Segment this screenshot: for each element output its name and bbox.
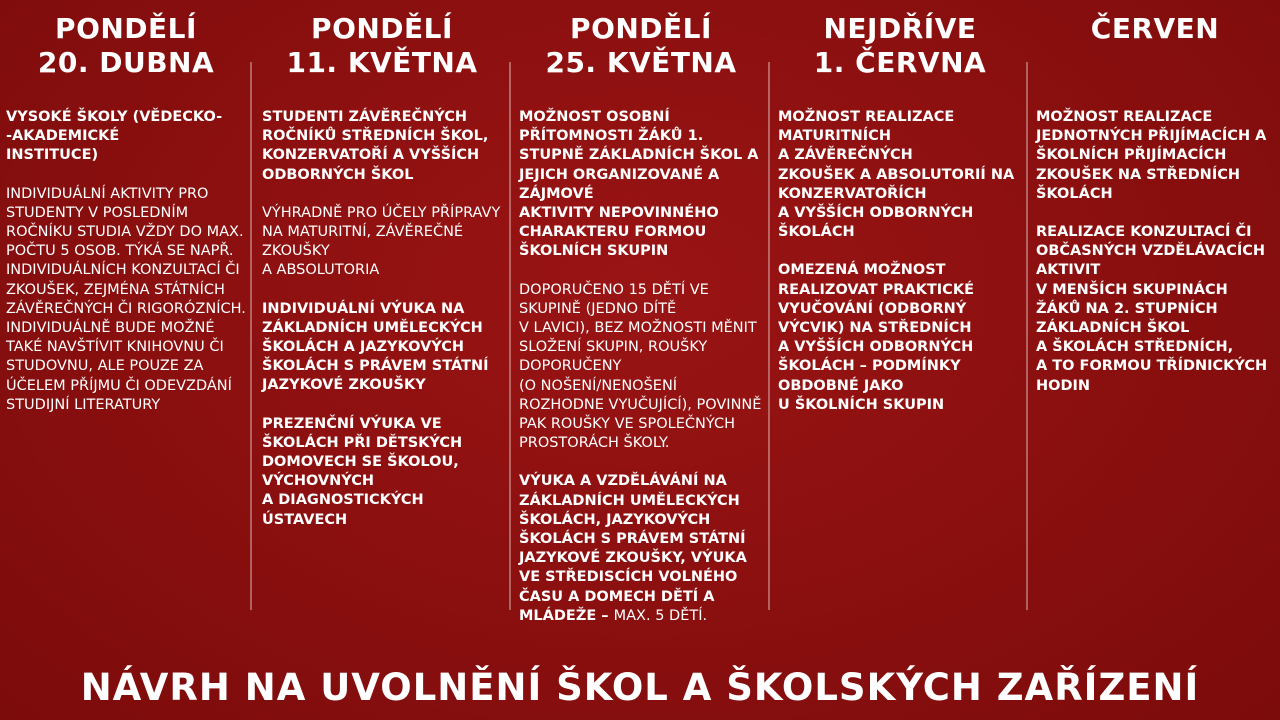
column-june-1 [772, 0, 1028, 660]
text-segment: MOŽNOST REALIZACE MATURITNÍCH A ZÁVĚREČNÝCH ZKOUŠEK A ABSOLUTORIÍ NA KONZERVATOŘÍCH A VYŠŠÍCH ODBORNÝCH ŠKOLÁCH [778, 109, 1015, 241]
text-block [6, 108, 248, 166]
column-body [778, 108, 1024, 434]
text-segment: OMEZENÁ MOŽNOST REALIZOVAT PRAKTICKÉ VYUČOVÁNÍ (ODBORNÝ VÝCVIK) NA STŘEDNÍCH A VYŠŠÍCH ODBORNÝCH ŠKOLÁCH – PODMÍNKY OBDOBNÉ JAKO U ŠKOLNÍCH SKUPIN [778, 262, 974, 413]
column-may-11 [256, 0, 508, 660]
text-segment: INDIVIDUÁLNÍ AKTIVITY PRO STUDENTY V POSLEDNÍM ROČNÍKU STUDIA VŽDY DO MAX. POČTU 5 OSOB. TÝKÁ SE NAPŘ. INDIVIDUÁLNÍCH KONZULTACÍ ČI ZKOUŠEK, ZEJMÉNA STÁTNÍCH ZÁVĚREČNÝCH ČI RIGORÓZNÍCH. INDIVIDUÁLNĚ BUDE MOŽNÉ TAKÉ NAVŠTÍVIT KNIHOVNU ČI STUDOVNU, ALE POUZE ZA ÚČELEM PŘÍJMU ČI ODEVZDÁNÍ STUDIJNÍ LITERATURY [6, 185, 246, 413]
column-body [6, 108, 248, 434]
text-segment: STUDENTI ZÁVĚREČNÝCH ROČNÍKŮ STŘEDNÍCH ŠKOL, KONZERVATOŘÍ A VYŠŠÍCH ODBORNÝCH ŠKOL [262, 109, 489, 183]
column-body [519, 108, 765, 645]
text-segment: MOŽNOST OSOBNÍ PŘÍTOMNOSTI ŽÁKŮ 1. STUPNĚ ZÁKLADNÍCH ŠKOL A JEJICH ORGANIZOVANÉ A ZÁJMOVÉ AKTIVITY NEPOVINNÉHO CHARAKTERU FORMOU ŠKOLNÍCH SKUPIN [519, 109, 759, 260]
text-block [262, 300, 504, 396]
text-segment: VÝHRADNĚ PRO ÚČELY PŘÍPRAVY NA MATURITNÍ, ZÁVĚREČNÉ ZKOUŠKY A ABSOLUTORIA [262, 204, 501, 279]
text-segment: PREZENČNÍ VÝUKA VE ŠKOLÁCH PŘI DĚTSKÝCH DOMOVECH SE ŠKOLOU, VÝCHOVNÝCH A DIAGNOSTICKÝCH ÚSTAVECH [262, 415, 463, 528]
text-segment: MAX. 5 DĚTÍ. [613, 607, 708, 624]
text-segment: INDIVIDUÁLNÍ VÝUKA NA ZÁKLADNÍCH UMĚLECKÝCH ŠKOLÁCH A JAZYKOVÝCH ŠKOLÁCH S PRÁVEM STÁTNÍ JAZYKOVÉ ZKOUŠKY [262, 300, 489, 394]
text-block [1036, 108, 1276, 204]
column-june [1030, 0, 1280, 660]
text-block [262, 204, 504, 281]
text-block [519, 472, 765, 626]
column-title: PONDĚLÍ 25. KVĚTNA [545, 12, 737, 79]
column-body [262, 108, 504, 549]
column-divider [1026, 62, 1028, 610]
text-block [778, 261, 1024, 415]
text-block [519, 281, 765, 454]
column-april-20 [0, 0, 252, 660]
column-title: ČERVEN [1090, 12, 1220, 45]
column-title: PONDĚLÍ 20. DUBNA [37, 12, 215, 79]
column-may-25 [513, 0, 769, 660]
text-segment: REALIZACE KONZULTACÍ ČI OBČASNÝCH VZDĚLÁVACÍCH AKTIVIT V MENŠÍCH SKUPINÁCH ŽÁKŮ NA 2. STUPNÍCH ZÁKLADNÍCH ŠKOL A ŠKOLÁCH STŘEDNÍCH, A TO FORMOU TŘÍDNICKÝCH HODIN [1036, 224, 1268, 394]
text-segment: VÝUKA A VZDĚLÁVÁNÍ NA ZÁKLADNÍCH UMĚLECKÝCH ŠKOLÁCH, JAZYKOVÝCH ŠKOLÁCH S PRÁVEM STÁTNÍ JAZYKOVÉ ZKOUŠKY, VÝUKA VE STŘEDISCÍCH VOLNÉHO ČASU A DOMECH DĚTÍ A MLÁDEŽE – [519, 473, 747, 624]
text-block [262, 415, 504, 530]
footer-title: NÁVRH NA UVOLNĚNÍ ŠKOL A ŠKOLSKÝCH ZAŘÍZENÍ [80, 666, 1200, 709]
text-segment: VYSOKÉ ŠKOLY (VĚDECKO- -AKADEMICKÉ INSTITUCE) [6, 109, 223, 164]
column-divider [509, 62, 511, 610]
text-segment: MOŽNOST REALIZACE JEDNOTNÝCH PŘIJÍMACÍCH A ŠKOLNÍCH PŘIJÍMACÍCH ZKOUŠEK NA STŘEDNÍCH ŠKOLÁCH [1036, 109, 1267, 202]
text-block [778, 108, 1024, 242]
column-title: PONDĚLÍ 11. KVĚTNA [286, 12, 478, 79]
column-divider [768, 62, 770, 610]
text-block [262, 108, 504, 185]
text-segment: DOPORUČENO 15 DĚTÍ VE SKUPINĚ (JEDNO DÍTĚ V LAVICI), BEZ MOŽNOSTI MĚNIT SLOŽENÍ SKUPIN, ROUŠKY DOPORUČENY (O NOŠENÍ/NENOŠENÍ ROZHODNE VYUČUJÍCÍ), POVINNĚ PAK ROUŠKY VE SPOLEČNÝCH PROSTORÁCH ŠKOLY. [519, 281, 762, 452]
text-block [519, 108, 765, 262]
text-block [1036, 223, 1276, 396]
text-block [6, 185, 248, 415]
column-body [1036, 108, 1276, 415]
column-divider [250, 62, 252, 610]
column-title: NEJDŘÍVE 1. ČERVNA [813, 12, 987, 79]
